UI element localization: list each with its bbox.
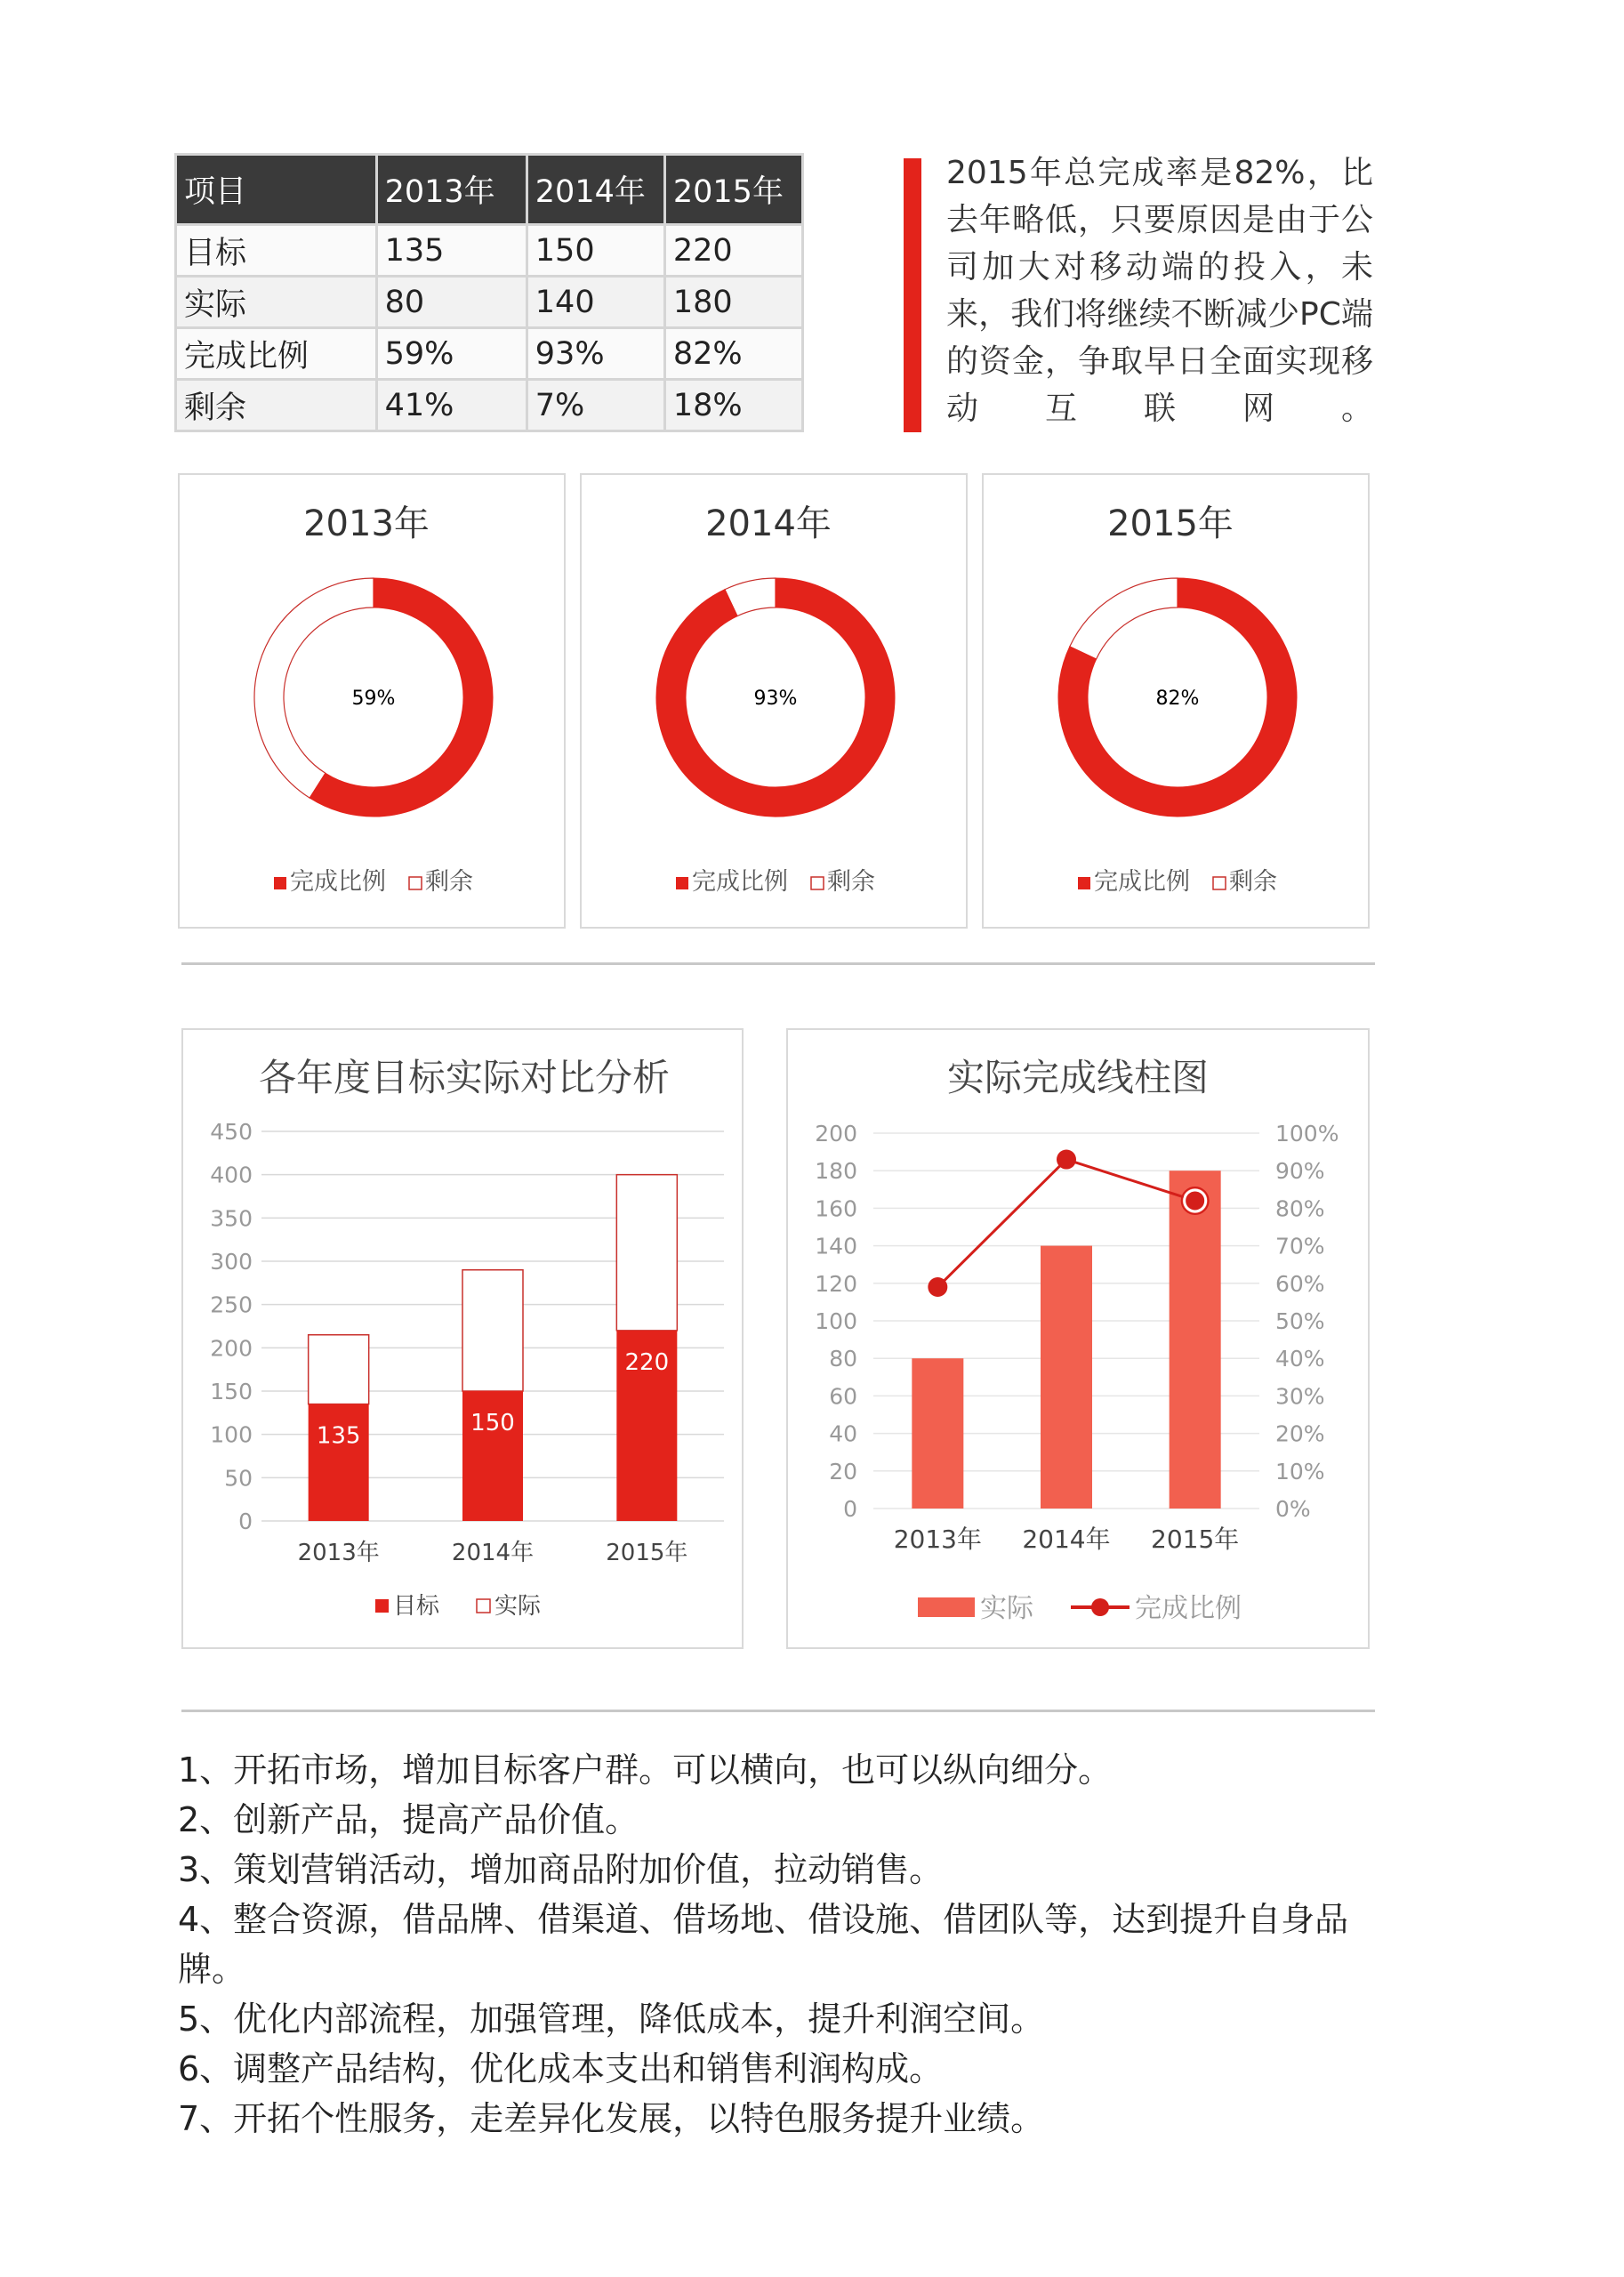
table-cell: 220: [664, 225, 802, 277]
list-item: 3、策划营销活动，增加商品附加价值，拉动销售。: [178, 1850, 944, 1889]
donut-chart-2013: [180, 475, 567, 930]
table-cell: 7%: [527, 380, 664, 431]
y-tick-label: 180: [815, 1158, 857, 1185]
bar-actual: [462, 1270, 523, 1391]
x-tick-label: 2015年: [606, 1540, 688, 1566]
y2-tick-label: 70%: [1275, 1233, 1325, 1259]
chart-title: 2014年: [705, 503, 832, 544]
legend-swatch-complete: [676, 877, 688, 889]
legend-label: 完成比例: [1135, 1593, 1242, 1624]
legend-label: 剩余: [1229, 868, 1277, 896]
legend-swatch-remaining: [1213, 877, 1226, 889]
stacked-bar-chart: [183, 1030, 745, 1651]
y-tick-label: 200: [210, 1335, 253, 1362]
table-cell: 59%: [376, 328, 527, 380]
y2-tick-label: 0%: [1275, 1496, 1311, 1522]
line-point: [1185, 1190, 1206, 1211]
y2-tick-label: 80%: [1275, 1195, 1325, 1222]
table-cell: 18%: [664, 380, 802, 431]
chart-title: 实际完成线柱图: [946, 1056, 1210, 1099]
table-cell: 140: [527, 277, 664, 328]
y-tick-label: 20: [829, 1458, 857, 1484]
bar-actual: [616, 1175, 677, 1331]
table-cell: 41%: [376, 380, 527, 431]
bar-actual: [912, 1358, 963, 1509]
legend-swatch-actual: [477, 1599, 490, 1613]
donut-slice-remaining: [1070, 578, 1178, 659]
chart-title: 2013年: [303, 503, 430, 544]
legend-label: 剩余: [425, 868, 473, 896]
donut-chart-2014: [582, 475, 969, 930]
y-tick-label: 100: [210, 1421, 253, 1448]
donut-panel-2013: [178, 473, 566, 929]
y2-tick-label: 20%: [1275, 1420, 1325, 1447]
table-cell: 完成比例: [176, 328, 377, 380]
summary-text: 2015年总完成率是82%，比去年略低，只要原因是由于公司加大对移动端的投入，未来，我们将继续不断减少PC端的资金，争取早日全面实现移动 互 联 网 。: [946, 155, 1373, 427]
y-tick-label: 160: [815, 1195, 857, 1222]
combo-bar-line-chart: [788, 1030, 1371, 1651]
table-cell: 剩余: [176, 380, 377, 431]
y-tick-label: 0: [843, 1496, 857, 1522]
table-cell: 180: [664, 277, 802, 328]
y2-tick-label: 50%: [1275, 1308, 1325, 1334]
notes-list: [178, 1745, 1387, 2144]
y2-tick-label: 30%: [1275, 1383, 1325, 1410]
table-cell: 93%: [527, 328, 664, 380]
y2-tick-label: 90%: [1275, 1158, 1325, 1185]
legend-label: 实际: [980, 1593, 1033, 1624]
y-tick-label: 200: [815, 1121, 857, 1147]
summary-accent-bar: [904, 158, 921, 432]
table-row: [176, 225, 803, 277]
x-tick-label: 2013年: [893, 1525, 982, 1554]
x-tick-label: 2015年: [1151, 1525, 1240, 1554]
bar-data-label: 220: [624, 1348, 670, 1376]
legend-label: 完成比例: [290, 868, 386, 896]
y-tick-label: 140: [815, 1233, 857, 1259]
legend-swatch-marker: [1091, 1598, 1109, 1616]
table-cell: 80: [376, 277, 527, 328]
y2-tick-label: 10%: [1275, 1458, 1325, 1484]
y-tick-label: 0: [238, 1509, 253, 1534]
legend-label: 实际: [494, 1593, 542, 1620]
table-row: [176, 328, 803, 380]
table-row: [176, 277, 803, 328]
x-tick-label: 2013年: [297, 1540, 380, 1566]
table-row: [176, 380, 803, 431]
chart-title: 2015年: [1107, 503, 1234, 544]
bar-data-label: 135: [316, 1422, 361, 1450]
y2-tick-label: 40%: [1275, 1346, 1325, 1372]
legend-label: 完成比例: [692, 868, 788, 896]
divider: [181, 962, 1375, 965]
x-tick-label: 2014年: [1022, 1525, 1111, 1554]
y-tick-label: 350: [210, 1205, 253, 1232]
list-item: 7、开拓个性服务，走差异化发展，以特色服务提升业绩。: [178, 2099, 1045, 2138]
table-cell: 实际: [176, 277, 377, 328]
y-tick-label: 80: [829, 1346, 857, 1372]
donut-center-label: 59%: [351, 688, 396, 710]
y-tick-label: 400: [210, 1162, 253, 1188]
table-cell: 150: [527, 225, 664, 277]
list-item: 5、优化内部流程，加强管理，降低成本，提升利润空间。: [178, 1999, 1045, 2039]
donut-center-label: 93%: [753, 688, 798, 710]
list-item: 6、调整产品结构，优化成本支出和销售利润构成。: [178, 2049, 944, 2088]
legend-label: 目标: [393, 1593, 440, 1620]
table-header-cell: 2015年: [664, 155, 802, 225]
stacked-bar-panel: [181, 1028, 744, 1649]
table-cell: 目标: [176, 225, 377, 277]
y-tick-label: 40: [829, 1420, 857, 1447]
legend-swatch-complete: [274, 877, 286, 889]
legend-swatch-remaining: [409, 877, 422, 889]
y-tick-label: 250: [210, 1291, 253, 1318]
list-item: 4、整合资源，借品牌、借渠道、借场地、借设施、借团队等，达到提升自身品牌。: [178, 1900, 1349, 1989]
list-item: 1、开拓市场，增加目标客户群。可以横向，也可以纵向细分。: [178, 1750, 1113, 1790]
donut-panel-2014: [580, 473, 968, 929]
legend-label: 剩余: [827, 868, 875, 896]
y2-tick-label: 100%: [1275, 1121, 1339, 1147]
table-header-cell: 2014年: [527, 155, 664, 225]
bar-data-label: 150: [470, 1410, 515, 1436]
table-header-cell: 2013年: [376, 155, 527, 225]
x-tick-label: 2014年: [451, 1540, 535, 1566]
data-table: [174, 153, 804, 432]
y-tick-label: 120: [815, 1270, 857, 1297]
legend-swatch-complete: [1078, 877, 1090, 889]
table-header-row: [176, 155, 803, 225]
legend-swatch-target: [375, 1599, 389, 1613]
bar-actual: [1041, 1246, 1092, 1509]
table-cell: 135: [376, 225, 527, 277]
y-tick-label: 150: [210, 1379, 253, 1404]
y-tick-label: 450: [210, 1119, 253, 1145]
chart-title: 各年度目标实际对比分析: [258, 1056, 671, 1099]
donut-panel-2015: [982, 473, 1370, 929]
combo-chart-panel: [786, 1028, 1370, 1649]
table-cell: 82%: [664, 328, 802, 380]
bar-target: [309, 1404, 369, 1521]
legend-swatch-bar: [918, 1597, 975, 1617]
y-tick-label: 60: [829, 1383, 857, 1410]
divider: [181, 1710, 1375, 1712]
line-point: [928, 1277, 947, 1297]
donut-center-label: 82%: [1155, 688, 1200, 710]
table-header-cell: 项目: [176, 155, 377, 225]
bar-actual: [1170, 1171, 1221, 1509]
y-tick-label: 50: [224, 1465, 253, 1492]
bar-actual: [309, 1335, 369, 1404]
donut-chart-2015: [984, 475, 1371, 930]
y2-tick-label: 60%: [1275, 1270, 1325, 1297]
y-tick-label: 100: [815, 1308, 857, 1334]
line-point: [1057, 1150, 1076, 1170]
list-item: 2、创新产品，提高产品价值。: [178, 1800, 639, 1839]
legend-label: 完成比例: [1094, 868, 1190, 896]
legend-swatch-remaining: [811, 877, 824, 889]
y-tick-label: 300: [210, 1249, 253, 1275]
